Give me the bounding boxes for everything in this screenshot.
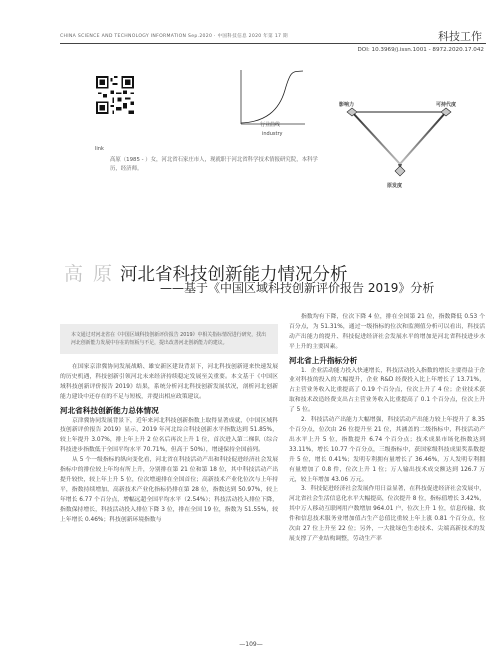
right-column [289, 313, 485, 545]
left-heading-overall: 河北省科技创新能力总体情况 [60, 405, 159, 415]
page-number: —109— [239, 641, 263, 648]
right-paragraph-3: 2．科技活动产出能力大幅增强，科技活动产出能力较上年提升了 8.35 个百分点，位次由 26 位提升至 21 位，其涵盖的二级指标中，科技活动产出水平上升 5 位，指数提升 6.74 个百分点；技术成果市场化指数达到 33.11%，增长 10.77 个百分点，三级指标中，获国家级科技成果奖系数提升 5 位，增长 0.41%；发明专利拥有量增长了 36.46%，万人发明专利拥有量增加了 0.8 件，位次上升 1 位；万人输出技术成交额达到 126.7 万元，较上年增加 43.06 万元。 [289, 417, 485, 483]
right-paragraph-4: 3．科技促进经济社会发展作用日益显著，在科技促进经济社会发展中，河北省社会生活信息化水平大幅提高，位次提升 8 位，指标值增长 3.42%，其中万人移动互联网用户数增加 964.01 户，位次上升 1 位，信息传输、软件和信息技术服务业增加值占生产总值比重较上年上涨 0.81 个百分点，位次由 27 位上升至 22 位；另外，一大批绿色生态技术、尖端高新技术的发展支撑了产业结构调整，劳动生产率 [289, 486, 485, 542]
diagram-label-bottom: 原发度 [387, 183, 403, 189]
right-paragraph-1: 指数均有下降，位次下降 4 位，排在全国第 21 位，指数降低 0.53 个百分点，为 51.31%，通过一级指标的位次和监测值分析可以看出，科技活动产出能力的提升、科技促进经济社会发展水平的增加是河北省科技进步水平上升的主要因素。 [289, 314, 485, 350]
author-bio: 高原（1985 - ）女，河北省石家庄市人，现就职于河北省科学技术情报研究院，本科学历，经济师。 [110, 157, 318, 172]
doi: DOI: 10.3969/j.issn.1001 - 8972.2020.17.042 [357, 47, 484, 53]
title-author: 高 原 [64, 263, 115, 285]
left-column [60, 363, 278, 526]
curve-x-label: industry [262, 131, 283, 137]
journal-header: CHINA SCIENCE AND TECHNOLOGY INFORMATION Sep.2020 · 中国科技信息 2020 年第 17 期 [60, 34, 288, 39]
title-main: 河北省科技创新能力情况分析 [120, 265, 348, 285]
right-heading-rising: 河北省上升指标分析 [289, 355, 358, 365]
abstract-box: 本文通过对河北省在《中国区域科技创新评价报告 2019》中相关指标情况进行研究，找出河北创新能力发展中存在的短板与不足，提出改善河北创新能力的建议。 [60, 324, 278, 354]
section-title: 科技工作 [438, 30, 482, 43]
right-paragraph-2: 1．企业活动能力投入快速增长，科技活动投入指数的增长主要得益于企业对科技的投入的大幅提升，企业 R&D 经费投入比上年增长了 13.71%，占主营业务收入比重提高了 0.19 个百分点，位次上升了 4 位；企业技术获取和技术改造经费支出占主营业务收入比重提高了 0.1 个百分点，位次上升了 5 位。 [289, 367, 485, 414]
left-paragraph-intro: 在国家京津冀协同发展战略、雄安新区建设背景下，河北科技创新迎来快速发展的历史机遇，科技创新引领河北未来经济持续稳定发展至关重要。本文基于《中国区域科技创新评价报告 2019》结果，系统分析河北科技创新发展状况，剖析河北创新能力建设中还存在的不足与短板，并提出相应政策建议。 [60, 364, 278, 400]
diagram-label-top-right: 可持代度 [436, 102, 457, 108]
qr-label: link [95, 146, 104, 152]
header-rule [60, 43, 486, 44]
curve-y-label: 行业曲线 [260, 122, 281, 128]
qr-code [96, 76, 134, 114]
left-paragraph-3: 从 5 个一级指标的纵向变化看，河北省在科技活动产出和科技促进经济社会发展指标中的排位较上年均有所上升，分别排在第 21 位和第 18 位，其中科技活动产出提升较快，较上年上升 5 位，位次增速排在全国首位；高新技术产业化位次与上年持平，指数持续增加，高新技术产业化指标仍排在第 28 位，指数达到 50.97%，较上年增长 6.77 个百分点，增幅远超全国平均水平（2.54%）；科技活动投入排位下降，指数保持增长，科技活动投入排位下降 3 位，排在全国 19 位，指数为 51.55%，较上年增长 0.46%；科技创新环境指数与 [60, 457, 278, 523]
article-subtitle: ——基于《中国区域科技创新评价报告 2019》分析 [160, 281, 435, 295]
left-paragraph-2: 京津冀协同发展背景下，近年来河北科技创新指数上取得显著成就，《中国区域科技创新评价报告 2019》显示，2019 年河北综合科技创新水平指数达到 51.85%，较上年提升 3.07%，排上年上升 2 位名后再次上升 1 位，首次进入第二梯队（综合科技进步指数低于全国平均水平 70.71%，但高于 50%），增速保持全国前列。 [60, 417, 278, 454]
diagram-label-top-left: 影响力 [339, 102, 355, 108]
